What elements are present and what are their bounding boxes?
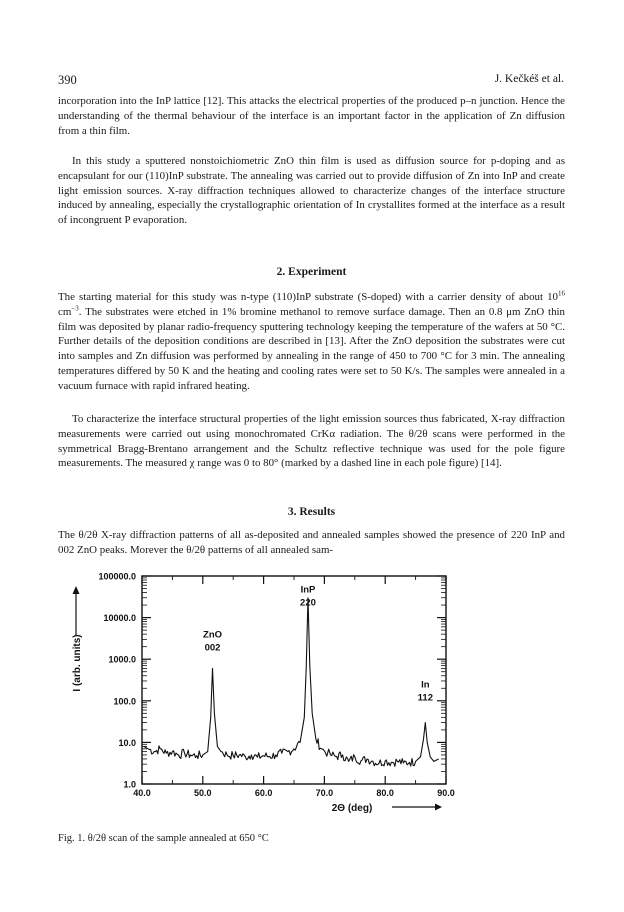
x-tick-label: 60.0 bbox=[254, 788, 273, 798]
y-tick-label: 1000.0 bbox=[108, 654, 136, 665]
y-axis-label: I (arb. units) bbox=[72, 634, 83, 692]
y-tick-label: 10.0 bbox=[118, 737, 136, 748]
paragraph-3-sup2: −3 bbox=[71, 304, 79, 313]
data-series-line bbox=[144, 598, 439, 767]
running-author: J. Kečkéš et al. bbox=[494, 73, 564, 85]
x-tick-label: 80.0 bbox=[376, 788, 394, 798]
x-tick-label: 70.0 bbox=[315, 788, 334, 798]
y-tick-label: 100000.0 bbox=[98, 571, 136, 582]
peak-label-0: 002 bbox=[204, 642, 221, 654]
y-tick-label: 1.0 bbox=[123, 779, 136, 790]
peak-label-1: 220 bbox=[300, 597, 316, 609]
x-tick-label: 90.0 bbox=[437, 788, 455, 798]
paragraph-3-b: cm bbox=[58, 305, 72, 318]
paragraph-1: incorporation into the InP lattice [12]. This attacks the electrical properties of the produced p–n junction. Hence the understanding of the thermal behaviour of the interface is an important factor in the application of Zn diffusion from a thin film. bbox=[58, 95, 565, 137]
page-number: 390 bbox=[58, 73, 77, 87]
y-tick-label: 100.0 bbox=[113, 696, 136, 707]
x-tick-label: 40.0 bbox=[133, 788, 151, 798]
peak-label-2: In bbox=[421, 679, 430, 691]
section-heading-experiment: 2. Experiment bbox=[276, 266, 347, 278]
paragraph-2: In this study a sputtered nonstoichiometric ZnO thin film is used as diffusion source for p-doping and as encapsulant for our (110)InP substrate. The annealing was carried out to provide diffusion of Zn into InP and create light emission sources. X-ray diffraction techniques allowed to characterize changes of the interface structure induced by annealing, especially the crystallographic orientation of In crystallites formed at the interface as a result of incongruent P evaporation. bbox=[58, 155, 565, 227]
x-axis-label: 2Θ (deg) bbox=[331, 803, 373, 814]
y-axis-arrow-head bbox=[73, 586, 80, 594]
x-axis-arrow-head bbox=[435, 804, 442, 811]
paragraph-4: To characterize the interface structural properties of the light emission sources thus fabricated, X-ray diffraction measurements were carried out using monochromated CrKα radiation. The θ/2θ scans were performed in the symmetrical Bragg-Brentano arrangement and the Schultz reflective technique was used for the pole figure measurements. The measured χ range was 0 to 80° (marked by a dashed line in each pole figure) [14]. bbox=[58, 413, 565, 470]
section-heading-results: 3. Results bbox=[287, 506, 336, 518]
y-tick-label: 10000.0 bbox=[103, 613, 136, 624]
paragraph-3-c: . The substrates were etched in 1% bromine methanol to remove surface damage. Then an 0.8 μm ZnO thin film was deposited by planar radio-frequency sputtering technology keeping the temperature of the wafers at 50 °C. Further details of the deposition conditions are described in [13]. After the ZnO deposition the substrates were cut into samples and Zn diffusion was performed by annealing in the range of 450 to 700 °C for 3 min. The annealing temperatures differed by 50 K and the heating and cooling rates were set to 50 K/s. The samples were annealed in a vacuum furnace with rapid infrared heating. bbox=[58, 305, 565, 392]
x-tick-label: 50.0 bbox=[194, 788, 212, 798]
figure-caption: Fig. 1. θ/2θ scan of the sample annealed at 650 °C bbox=[58, 833, 269, 844]
peak-label-1: InP bbox=[300, 584, 316, 596]
paragraph-3-a: The starting material for this study was n-type (110)InP substrate (S-doped) with a carrier density of about 10 bbox=[58, 291, 558, 303]
peak-label-0: ZnO bbox=[203, 629, 223, 641]
paragraph-3-sup1: 16 bbox=[558, 289, 565, 298]
peak-label-2: 112 bbox=[417, 692, 433, 704]
paragraph-5: The θ/2θ X-ray diffraction patterns of all as-deposited and annealed samples showed the presence of 220 InP and 002 ZnO peaks. Morever the θ/2θ patterns of all annealed sam- bbox=[58, 529, 565, 556]
